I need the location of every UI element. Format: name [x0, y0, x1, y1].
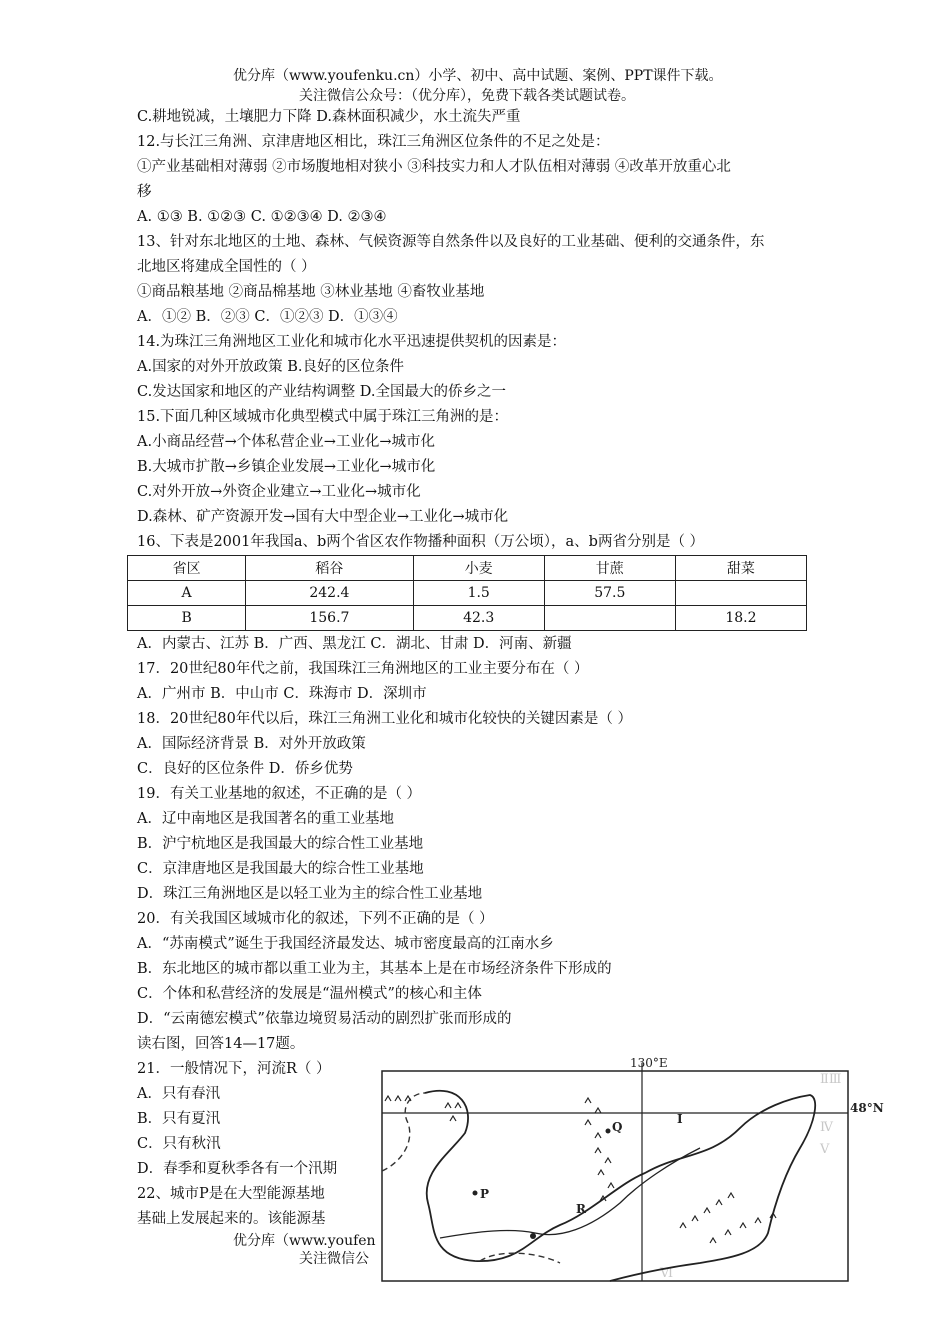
question-line: C．只有秋汛	[137, 1136, 221, 1152]
footer-line-1: 优分库（www.youfen	[233, 1233, 376, 1249]
question-line: 14.为珠江三角洲地区工业化和城市化水平迅速提供契机的因素是：	[137, 334, 567, 350]
question-line: A．广州市 B．中山市 C．珠海市 D．深圳市	[137, 686, 427, 702]
city-q-label: Q	[612, 1120, 623, 1134]
table-header-cell: 省区	[128, 556, 246, 581]
question-line: 15.下面几种区域城市化典型模式中属于珠江三角洲的是：	[137, 409, 509, 425]
question-line: ①产业基础相对薄弱 ②市场腹地相对狭小 ③科技实力和人才队伍相对薄弱 ④改革开放重心北	[137, 159, 731, 175]
question-line: A.国家的对外开放政策 B.良好的区位条件	[137, 359, 404, 375]
footer-line-2: 关注微信公	[299, 1251, 369, 1267]
city-dot	[530, 1233, 536, 1239]
question-line: A．只有春汛	[137, 1086, 220, 1102]
question-line: D．春季和夏秋季各有一个汛期	[137, 1161, 338, 1177]
table-row	[128, 581, 807, 606]
table-cell: 156.7	[246, 606, 413, 631]
svg-text:Ⅳ: Ⅳ	[820, 1120, 833, 1135]
city-p-dot	[473, 1191, 478, 1196]
longitude-label: 130°E	[630, 1056, 668, 1070]
question-line: 17．20世纪80年代之前，我国珠江三角洲地区的工业主要分布在（ ）	[137, 661, 589, 677]
table-cell	[544, 606, 675, 631]
question-line: C.发达国家和地区的产业结构调整 D.全国最大的侨乡之一	[137, 384, 507, 400]
question-line: C.耕地锐减，土壤肥力下降 D.森林面积减少，水土流失严重	[137, 109, 521, 125]
table-header-cell: 甜菜	[675, 556, 806, 581]
table-cell	[675, 581, 806, 606]
question-line: 移	[137, 184, 152, 200]
table-header-cell: 稻谷	[246, 556, 413, 581]
question-line: A．辽中南地区是我国著名的重工业基地	[137, 811, 394, 827]
question-line: A．内蒙古、江苏 B．广西、黑龙江 C．湖北、甘肃 D．河南、新疆	[137, 636, 572, 652]
question-line: B．沪宁杭地区是我国最大的综合性工业基地	[137, 836, 424, 852]
table-cell: 18.2	[675, 606, 806, 631]
question-line: C．良好的区位条件 D．侨乡优势	[137, 761, 353, 777]
river-r	[440, 1148, 700, 1238]
question-line: 读右图，回答14—17题。	[137, 1036, 305, 1052]
crop-table	[127, 555, 807, 631]
question-line: 基础上发展起来的。该能源基	[137, 1211, 326, 1227]
province-boundary-south	[480, 1253, 560, 1263]
question-line: ①商品粮基地 ②商品棉基地 ③林业基地 ④畜牧业基地	[137, 284, 485, 300]
question-line: A.小商品经营→个体私营企业→工业化→城市化	[137, 434, 436, 450]
question-line: 13、针对东北地区的土地、森林、气候资源等自然条件以及良好的工业基础、便利的交通条件，东	[137, 234, 765, 250]
question-line: 18．20世纪80年代以后，珠江三角洲工业化和城市化较快的关键因素是（ ）	[137, 711, 632, 727]
question-line: C．个体和私营经济的发展是“温州模式”的核心和主体	[137, 986, 482, 1002]
table-header-row	[128, 556, 807, 581]
svg-text:Ⅵ: Ⅵ	[660, 1266, 674, 1281]
table-cell: 42.3	[413, 606, 544, 631]
question-line: D.森林、矿产资源开发→国有大中型企业→工业化→城市化	[137, 509, 509, 525]
province-boundary	[382, 1093, 425, 1171]
table-header-cell: 小麦	[413, 556, 544, 581]
header-line-2: 关注微信公众号：（优分库），免费下载各类试题试卷。	[299, 88, 635, 104]
table-cell: 57.5	[544, 581, 675, 606]
question-line: A．“苏南模式”诞生于我国经济最发达、城市密度最高的江南水乡	[137, 936, 554, 952]
region-map	[380, 1053, 884, 1283]
header-line-1: 优分库（www.youfenku.cn）小学、初中、高中试题、案例、PPT课件下载。	[233, 68, 723, 84]
question-line: 北地区将建成全国性的（ ）	[137, 259, 316, 275]
map-frame	[382, 1071, 848, 1281]
table-row	[128, 606, 807, 631]
question-line: 22、城市P是在大型能源基地	[137, 1186, 325, 1202]
question-line: 20．有关我国区域城市化的叙述，下列不正确的是（ ）	[137, 911, 494, 927]
question-line: C.对外开放→外资企业建立→工业化→城市化	[137, 484, 421, 500]
table-cell: 1.5	[413, 581, 544, 606]
table-cell: A	[128, 581, 246, 606]
table-cell: 242.4	[246, 581, 413, 606]
question-line: C．京津唐地区是我国最大的综合性工业基地	[137, 861, 424, 877]
question-line: A．①② B．②③ C．①②③ D．①③④	[137, 309, 398, 325]
question-line: A. ①③ B. ①②③ C. ①②③④ D. ②③④	[137, 209, 387, 225]
latitude-label: 48°N	[850, 1101, 884, 1115]
question-line: 19．有关工业基地的叙述，不正确的是（ ）	[137, 786, 422, 802]
question-line: B．东北地区的城市都以重工业为主，其基本上是在市场经济条件下形成的	[137, 961, 612, 977]
city-q-dot	[606, 1129, 611, 1134]
question-line: A．国际经济背景 B．对外开放政策	[137, 736, 366, 752]
river-r-label: R	[576, 1202, 586, 1216]
table-header-cell: 甘蔗	[544, 556, 675, 581]
city-p-label: P	[480, 1187, 490, 1201]
label-i: I	[677, 1112, 683, 1126]
table-cell: B	[128, 606, 246, 631]
svg-text:Ⅴ: Ⅴ	[820, 1142, 830, 1157]
question-line: 21．一般情况下，河流R（ ）	[137, 1061, 331, 1077]
question-line: B．只有夏汛	[137, 1111, 221, 1127]
mountain-symbols	[385, 1096, 776, 1243]
question-line: 16、下表是2001年我国a、b两个省区农作物播种面积（万公顷），a、b两省分别是（ ）	[137, 534, 705, 550]
question-line: D．“云南德宏模式”依靠边境贸易活动的剧烈扩张而形成的	[137, 1011, 512, 1027]
question-line: B.大城市扩散→乡镇企业发展→工业化→城市化	[137, 459, 436, 475]
question-line: D．珠江三角洲地区是以轻工业为主的综合性工业基地	[137, 886, 483, 902]
question-line: 12.与长江三角洲、京津唐地区相比，珠江三角洲区位条件的不足之处是：	[137, 134, 610, 150]
svg-text:ⅡⅢ: ⅡⅢ	[820, 1072, 842, 1087]
